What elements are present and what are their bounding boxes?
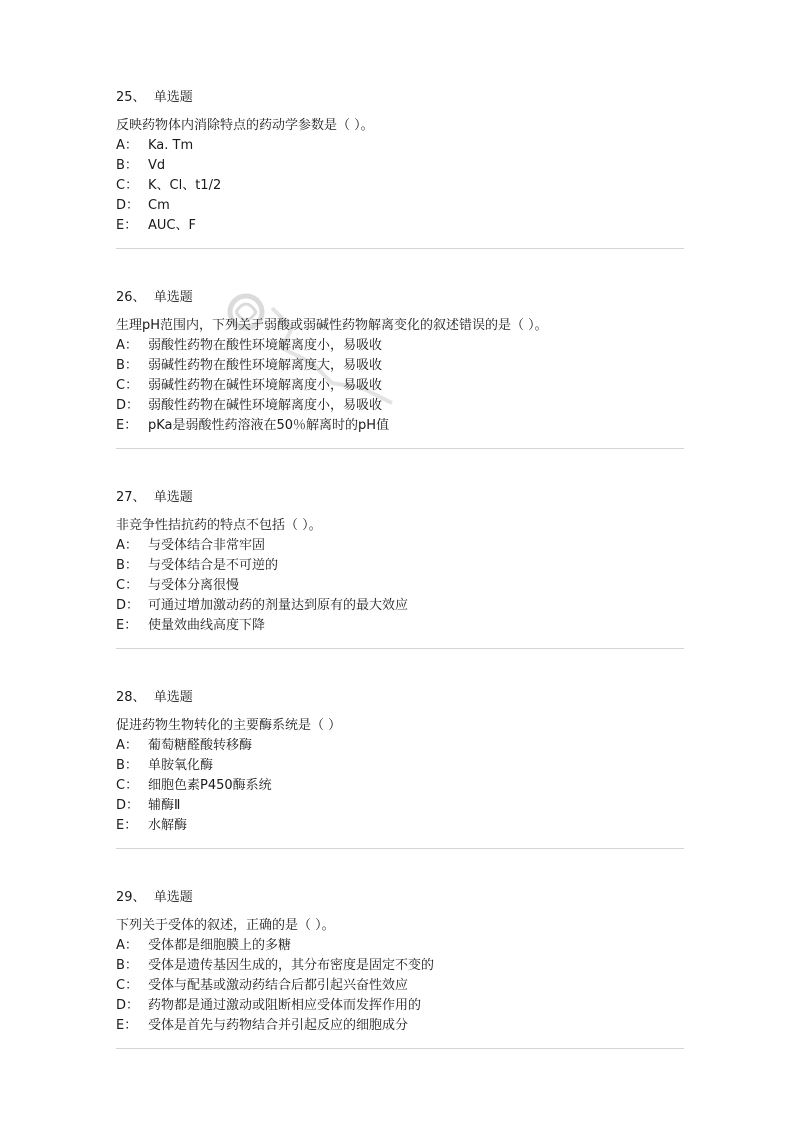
option-text: 药物都是通过激动或阻断相应受体而发挥作用的 [148,998,422,1013]
question-type: 单选题 [153,890,193,905]
question-number: 25、 [116,90,146,105]
option-text: K、Cl、t1/2 [148,178,222,193]
option-e [116,1016,684,1036]
option-d [116,796,684,816]
option-key: E： [116,418,138,433]
option-text: Ka. Tm [148,138,194,153]
question-stem: 下列关于受体的叙述，正确的是（ ）。 [116,918,335,933]
option-key: E： [116,618,138,633]
option-key: B： [116,758,138,773]
option-text: 水解酶 [148,818,188,833]
option-text: 使量效曲线高度下降 [148,618,266,633]
divider [116,448,684,449]
option-text: 与受体结合非常牢固 [148,538,266,553]
option-e [116,416,684,436]
option-text: 辅酶Ⅱ [148,798,181,813]
option-key: E： [116,818,138,833]
option-key: A： [116,338,138,353]
option-text: 受体是遗传基因生成的，其分布密度是固定不变的 [148,958,435,973]
question-header [116,288,684,308]
question-29 [116,888,684,1088]
option-text: pKa是弱酸性药溶液在50％解离时的pH值 [148,418,390,433]
option-b [116,356,684,376]
question-list [116,88,684,1088]
question-28 [116,688,684,888]
option-text: 受体是首先与药物结合并引起反应的细胞成分 [148,1018,409,1033]
question-27 [116,488,684,688]
option-b [116,556,684,576]
question-stem: 反映药物体内消除特点的药动学参数是（ ）。 [116,118,374,133]
option-a [116,136,684,156]
option-key: D： [116,798,140,813]
option-text: 与受体分离很慢 [148,578,240,593]
question-26 [116,288,684,488]
question-number: 26、 [116,290,146,305]
option-c [116,176,684,196]
option-text: 弱碱性药物在酸性环境解离度大，易吸收 [148,358,383,373]
option-text: 与受体结合是不可逆的 [148,558,279,573]
option-c [116,576,684,596]
option-key: D： [116,998,140,1013]
option-key: C： [116,578,139,593]
option-d [116,196,684,216]
option-e [116,616,684,636]
question-header [116,688,684,708]
question-stem: 生理pH范围内，下列关于弱酸或弱碱性药物解离变化的叙述错误的是（ ）。 [116,318,548,333]
option-text: Vd [148,158,166,173]
option-c [116,976,684,996]
question-number: 27、 [116,490,146,505]
option-key: A： [116,138,138,153]
option-text: 细胞色素P450酶系统 [148,778,272,793]
option-text: 受体都是细胞膜上的多糖 [148,938,292,953]
divider [116,248,684,249]
option-text: Cm [148,198,170,213]
option-key: C： [116,178,139,193]
question-stem: 非竞争性拮抗药的特点不包括（ ）。 [116,518,322,533]
option-e [116,216,684,236]
option-b [116,756,684,776]
option-key: A： [116,538,138,553]
question-number: 28、 [116,690,146,705]
option-e [116,816,684,836]
option-key: C： [116,778,139,793]
option-b [116,956,684,976]
question-number: 29、 [116,890,146,905]
option-key: B： [116,158,138,173]
option-key: B： [116,358,138,373]
option-key: D： [116,598,140,613]
option-key: A： [116,738,138,753]
option-key: C： [116,378,139,393]
question-stem: 促进药物生物转化的主要酶系统是（ ） [116,718,342,733]
option-a [116,736,684,756]
question-header [116,88,684,108]
option-text: 葡萄糖醛酸转移酶 [148,738,253,753]
option-key: B： [116,958,138,973]
option-text: 受体与配基或激动药结合后都引起兴奋性效应 [148,978,409,993]
option-a [116,936,684,956]
option-c [116,776,684,796]
option-text: 弱碱性药物在碱性环境解离度小，易吸收 [148,378,383,393]
question-header [116,488,684,508]
divider [116,1048,684,1049]
option-text: 可通过增加激动药的剂量达到原有的最大效应 [148,598,409,613]
question-type: 单选题 [153,90,193,105]
option-key: B： [116,558,138,573]
option-key: D： [116,198,140,213]
option-d [116,596,684,616]
option-text: AUC、F [148,218,196,233]
question-type: 单选题 [153,690,193,705]
option-text: 弱酸性药物在碱性环境解离度小，易吸收 [148,398,383,413]
option-text: 单胺氧化酶 [148,758,214,773]
option-d [116,996,684,1016]
option-text: 弱酸性药物在酸性环境解离度小，易吸收 [148,338,383,353]
option-b [116,156,684,176]
option-a [116,536,684,556]
option-key: C： [116,978,139,993]
question-type: 单选题 [153,290,193,305]
option-key: E： [116,1018,138,1033]
question-header [116,888,684,908]
option-c [116,376,684,396]
option-key: D： [116,398,140,413]
question-type: 单选题 [153,490,193,505]
option-key: E： [116,218,138,233]
option-d [116,396,684,416]
question-25 [116,88,684,288]
divider [116,648,684,649]
divider [116,848,684,849]
option-a [116,336,684,356]
option-key: A： [116,938,138,953]
